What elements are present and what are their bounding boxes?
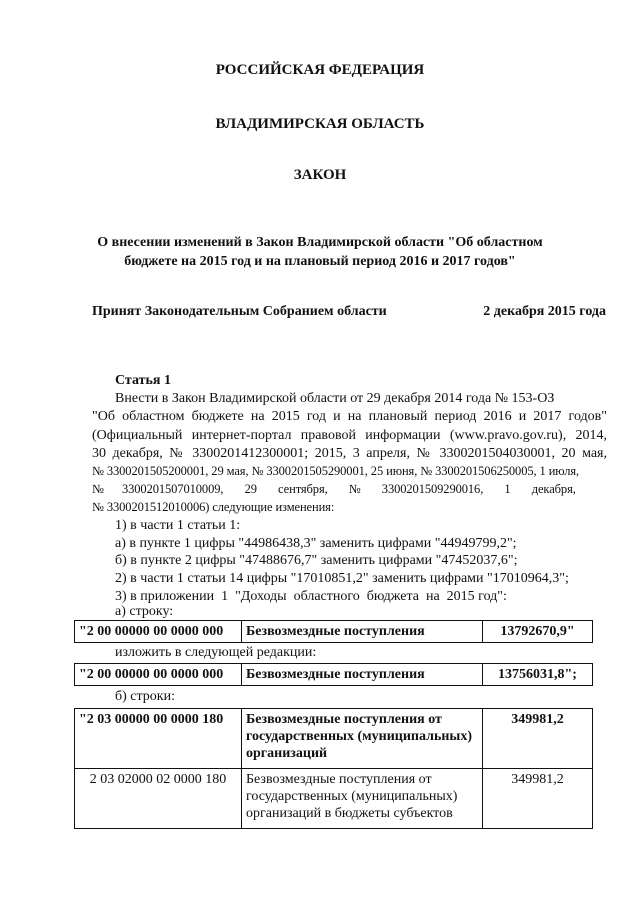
budget-code: "2 00 00000 00 0000 000 (75, 664, 242, 686)
table-row (75, 709, 593, 769)
budget-item-name: Безвозмездные поступления от государственных (муниципальных) организаций (242, 709, 483, 769)
country-heading: РОССИЙСКАЯ ФЕДЕРАЦИЯ (215, 62, 425, 78)
adopted-by: Принят Законодательным Собранием области (92, 304, 387, 319)
budget-code: 2 03 02000 02 0000 180 (75, 769, 242, 829)
table-old (74, 620, 593, 643)
table-row (75, 664, 593, 686)
article-line: Внести в Закон Владимирской области от 29 декабря 2014 года № 153-ОЗ (115, 391, 555, 406)
article-heading: Статья 1 (115, 373, 171, 388)
article-line: а) строку: (115, 604, 174, 619)
article-line: (Официальный интернет-портал правовой информации (www.pravo.gov.ru), 2014, (92, 428, 607, 443)
budget-sum: 13756031,8"; (483, 664, 593, 686)
adoption-date: 2 декабря 2015 года (483, 304, 606, 319)
table-row (75, 621, 593, 643)
article-line: 1) в части 1 статьи 1: (115, 518, 241, 533)
table-b (74, 708, 593, 829)
article-line: "Об областном бюджете на 2015 год и на плановый период 2016 и 2017 годов" (92, 409, 607, 424)
article-line: № 3300201505200001, 29 мая, № 3300201505290001, 25 июня, № 3300201506250005, 1 июля, (92, 464, 580, 478)
budget-item-name: Безвозмездные поступления (242, 621, 483, 643)
article-line: № 3300201507010009, 29 сентября, № 3300201509290016, 1 декабря, (92, 482, 576, 496)
table-new (74, 663, 593, 686)
table-row (75, 769, 593, 829)
budget-code: "2 03 00000 00 0000 180 (75, 709, 242, 769)
budget-item-name: Безвозмездные поступления от государственных (муниципальных) организаций в бюджеты субъектов (242, 769, 483, 829)
budget-code: "2 00 00000 00 0000 000 (75, 621, 242, 643)
budget-sum: 13792670,9" (483, 621, 593, 643)
replacement-label: изложить в следующей редакции: (115, 645, 317, 660)
budget-sum: 349981,2 (483, 769, 593, 829)
article-line: а) в пункте 1 цифры "44986438,3" заменить цифрами "44949799,2"; (115, 536, 517, 551)
doc-type-heading: ЗАКОН (293, 167, 347, 183)
law-title-line2: бюджете на 2015 год и на плановый период 2016 и 2017 годов" (124, 254, 516, 269)
article-line: 30 декабря, № 3300201412300001; 2015, 3 апреля, № 3300201504030001, 20 мая, (92, 446, 607, 461)
article-line: б) в пункте 2 цифры "47488676,7" заменить цифрами "47452037,6"; (115, 553, 518, 568)
article-line: 2) в части 1 статьи 14 цифры "17010851,2" заменить цифрами "17010964,3"; (115, 571, 569, 586)
article-line: 3) в приложении 1 "Доходы областного бюджета на 2015 год": (115, 589, 507, 604)
rows-label: б) строки: (115, 689, 175, 704)
law-title-line1: О внесении изменений в Закон Владимирской области "Об областном (97, 235, 543, 250)
article-line: № 3300201512010006) следующие изменения: (92, 500, 335, 514)
region-heading: ВЛАДИМИРСКАЯ ОБЛАСТЬ (215, 116, 425, 132)
budget-item-name: Безвозмездные поступления (242, 664, 483, 686)
budget-sum: 349981,2 (483, 709, 593, 769)
